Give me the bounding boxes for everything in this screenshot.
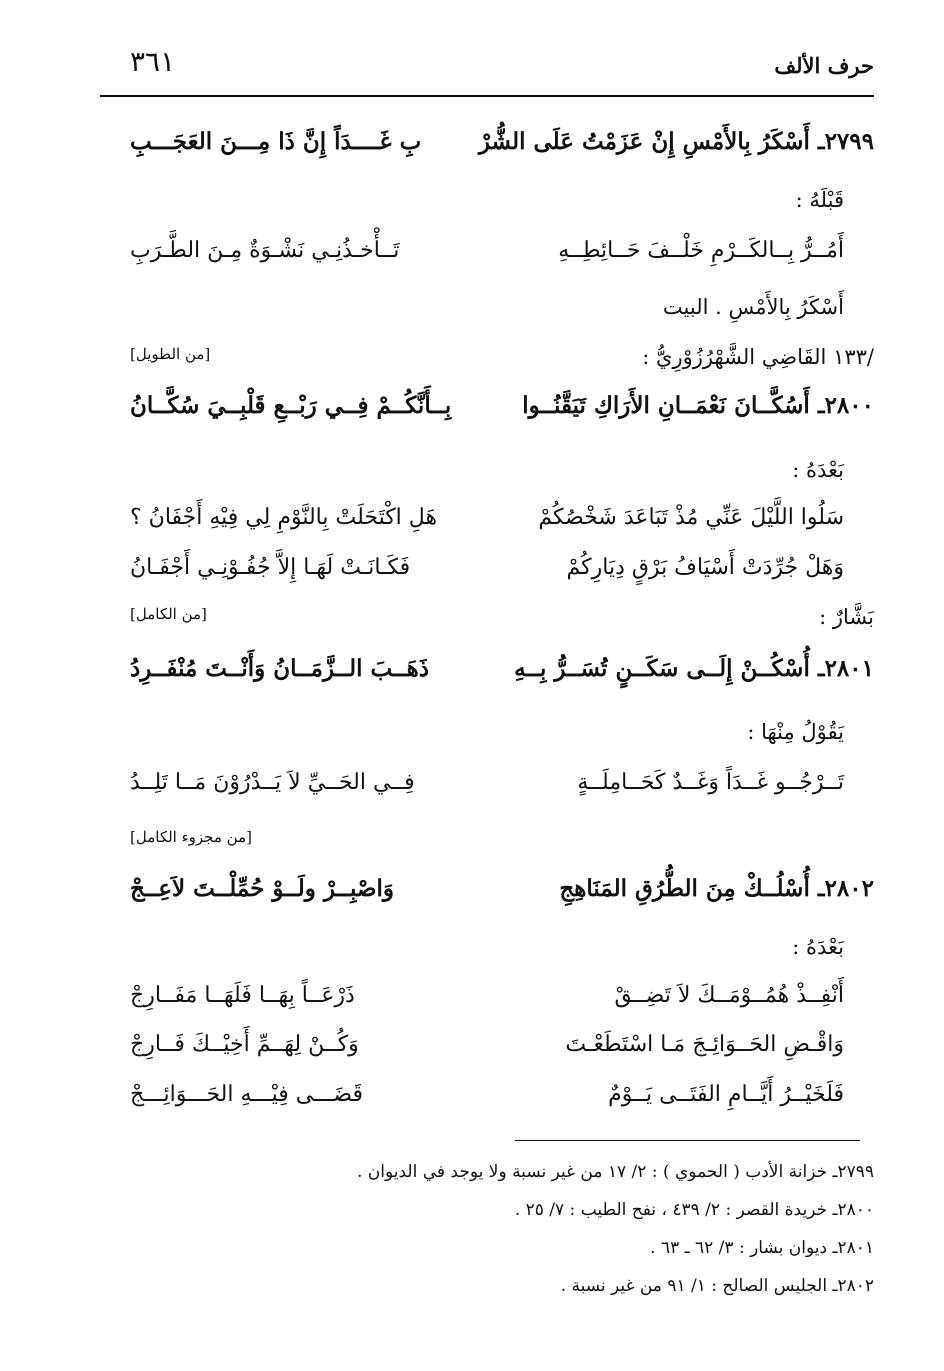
verse-first-hemistich: ٢٨٠٢ـ أُسْلُــكْ مِنَ الطُّرُقِ المَنَاهِجِ: [559, 875, 874, 902]
verse-first-hemistich: أَمُــرُّ بِــالكَــرْمِ خَلْــفَ حَــائِطِــهِ: [558, 238, 844, 263]
verse-second-hemistich: قَضَـــى فِيْـــهِ الحَـــوَائِـــجْ: [130, 1082, 364, 1107]
verse-from-label: [100, 720, 874, 754]
verse-second-hemistich: بِــأَنَّكُــمْ فِــي رَبْــعِ قَلْبِــيَ سُكَّــانُ: [130, 392, 452, 419]
verse-before-2799: [100, 238, 874, 274]
footnote-text: ٢٧٩٩ـ خزانة الأدب ( الحموي ) : ٢/ ١٧ من غير نسبة ولا يوجد في الديوان .: [356, 1162, 874, 1182]
verse-after-2802-1: [100, 983, 874, 1019]
verse-second-hemistich: بِ غَــــدَاً إِنَّ ذَا مِـــنَ العَجَـــبِ: [130, 128, 422, 155]
footnote-2802: [100, 1276, 874, 1304]
verse-after-2800-1: [100, 505, 874, 541]
from-label: يَقُوْلُ مِنْهَا :: [747, 720, 844, 744]
footnote-text: ٢٨٠١ـ ديوان بشار : ٣/ ٦٢ ـ ٦٣ .: [650, 1238, 874, 1258]
verse-reference: [100, 295, 874, 329]
meter-label: [من الكامل]: [130, 605, 207, 623]
verse-intro-label: [100, 188, 874, 222]
verse-after-label: [100, 458, 874, 492]
verse-first-hemistich: ٢٨٠٠ـ أَسُكَّــانَ نَعْمَــانِ الأَرَاكِ تَيَقَّنُــوا: [522, 392, 874, 419]
footnote-2800: [100, 1200, 874, 1228]
verse-after-2802-2: [100, 1032, 874, 1068]
verse-first-hemistich: تَــرْجُــو غَــدَاً وَغَــدٌ كَحَــامِلَــةٍ: [577, 770, 844, 795]
verse-second-hemistich: ذَرْعَــاً بِهَــا فَلَهَــا مَفَــارِجْ: [130, 983, 355, 1008]
poet-line-133: [100, 345, 874, 375]
verse-after-2800-2: [100, 555, 874, 591]
verse-reference-text: أَسْكَرُ بِالأَمْسِ . البيت: [662, 295, 844, 319]
verse-second-hemistich: وَاصْبِــرْ ولَــوْ حُمِّلْــتَ لاَعِــجْ: [130, 875, 394, 902]
footnote-rule: [515, 1140, 860, 1141]
page-header: [100, 45, 874, 95]
verse-second-hemistich: تَــأْخـذُنِـي نَشْـوَةٌ مِـنَ الطَّـرَبِ: [130, 238, 400, 263]
after-label: بَعْدَهُ :: [792, 458, 844, 482]
meter-label: [من مجزوء الكامل]: [130, 828, 252, 846]
verse-2801: [100, 655, 874, 691]
verse-2802: [100, 875, 874, 911]
verse-first-hemistich: وَهَلْ جُرِّدَتْ أَسْيَافُ بَرْقٍ دِيَارِكُمْ: [566, 555, 844, 580]
footnote-text: ٢٨٠٢ـ الجليس الصالح : ١/ ٩١ من غير نسبة .: [560, 1276, 874, 1296]
footnote-2799: [100, 1162, 874, 1190]
verse-first-hemistich: فَلَخَيْــرُ أَيَّــامِ الفَتَــى يَــوْمٌ: [608, 1082, 844, 1107]
poet-name: /١٣٣ القَاضِي الشَّهْرُزُوْرِيُّ :: [642, 345, 874, 369]
page-number: ٣٦١: [130, 45, 176, 78]
verse-first-hemistich: أَنْفِــذْ هُمُــوْمَــكَ لاَ تَضِــقْ: [614, 983, 844, 1008]
verse-first-hemistich: وَاقْـضِ الحَــوَائِـجَ مَـا اسْتَطَعْـتَ: [565, 1032, 844, 1057]
meter-label: [من الطويل]: [130, 345, 211, 363]
after-label: بَعْدَهُ :: [792, 935, 844, 959]
verse-first-hemistich: ٢٨٠١ـ أُسْكُــنْ إِلَــى سَكَــنٍ تُسَــرُّ بِــهِ: [514, 655, 874, 682]
verse-after-label: [100, 935, 874, 969]
verse-first-hemistich: سَلُوا اللَّيْلَ عَنِّي مُذْ تَبَاعَدَ شَخْصُكُمْ: [538, 505, 844, 530]
verse-after-2801: [100, 770, 874, 806]
verse-second-hemistich: فِــي الحَــيِّ لاَ يَــدْرُوْنَ مَــا تَلِــدُ: [130, 770, 415, 795]
intro-label: قَبْلَهُ :: [795, 188, 844, 212]
header-rule: [100, 95, 874, 97]
verse-second-hemistich: هَلِ اكْتَحَلَتْ بِالنَّوْمِ لِي فِيْهِ أَجْفَانُ ؟: [130, 505, 438, 530]
verse-2799: [100, 128, 874, 164]
footnote-text: ٢٨٠٠ـ خريدة القصر : ٢/ ٤٣٩ ، نفح الطيب : ٧/ ٢٥ .: [514, 1200, 874, 1220]
poet-name: بَشَّارٌ :: [819, 605, 874, 629]
verse-first-hemistich: ٢٧٩٩ـ أَسْكَرُ بِالأَمْسِ إِنْ عَزَمْتُ عَلَى الشُّرْ: [478, 128, 874, 155]
meter-line: [100, 828, 874, 854]
poet-line-bashar: [100, 605, 874, 639]
verse-second-hemistich: فَكَـانَـتْ لَهَـا إِلاَّ جُفُـوْنِـي أَجْفَـانُ: [130, 555, 411, 580]
verse-second-hemistich: ذَهَــبَ الــزَّمَــانُ وَأَنْــتَ مُنْفَــرِدُ: [130, 655, 429, 682]
verse-2800: [100, 392, 874, 428]
chapter-title: حرف الألف: [774, 53, 874, 78]
footnote-2801: [100, 1238, 874, 1266]
verse-after-2802-3: [100, 1082, 874, 1118]
verse-second-hemistich: وَكُــنْ لِهَــمِّ أَخِيْــكَ فَــارِجْ: [130, 1032, 359, 1057]
